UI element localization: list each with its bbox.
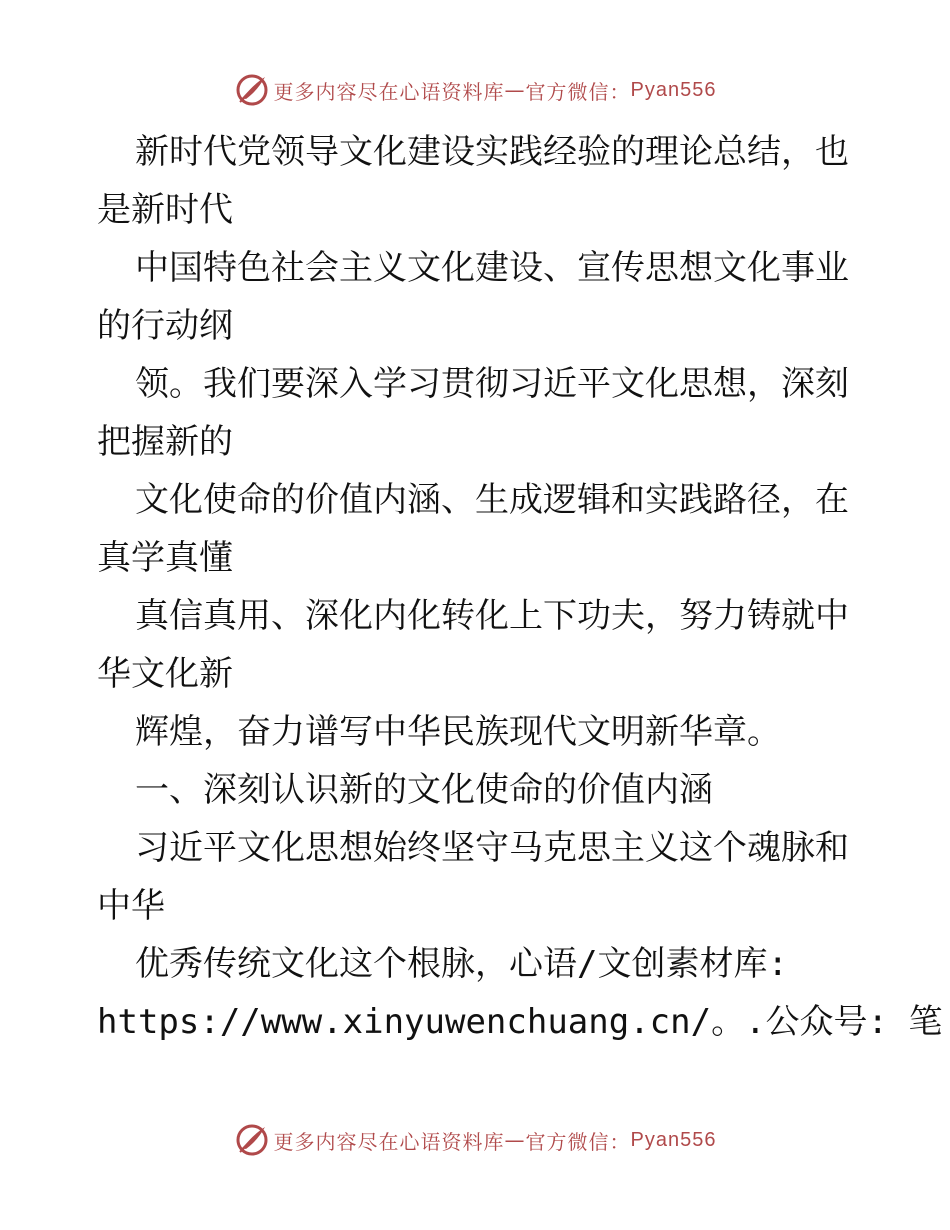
paragraph-line: 新时代党领导文化建设实践经验的理论总结，也 [135, 132, 849, 172]
document-body [97, 123, 943, 1051]
url-line: https://www.xinyuwenchuang.cn/。.公众号: 笔 [97, 1002, 943, 1042]
quill-pen-logo-icon [234, 1122, 270, 1158]
header-site-text: 更多内容尽在心语资料库 [273, 79, 505, 104]
paragraph-line: 真信真用、深化内化转化上下功夫，努力铸就中 [135, 596, 849, 636]
header-wechat-label: 官方微信： [525, 79, 631, 104]
header-separator: — [504, 78, 526, 102]
paragraph-line: 是新时代 [97, 190, 233, 230]
paragraph-line: 领。我们要深入学习贯彻习近平文化思想，深刻 [135, 364, 849, 404]
paragraph-line: 把握新的 [97, 422, 233, 462]
footer-wechat-label: 官方微信： [525, 1129, 631, 1154]
footer-banner [0, 1120, 950, 1160]
header-banner [0, 70, 950, 110]
footer-separator: — [504, 1128, 526, 1152]
footer-wechat-id: Pyan556 [630, 1128, 717, 1151]
paragraph-line: 中华 [97, 886, 165, 926]
paragraph-line: 优秀传统文化这个根脉，心语/文创素材库: [135, 944, 788, 984]
paragraph-line: 中国特色社会主义文化建设、宣传思想文化事业 [135, 248, 849, 288]
paragraph-line: 华文化新 [97, 654, 233, 694]
section-heading: 一、深刻认识新的文化使命的价值内涵 [135, 770, 713, 810]
footer-site-text: 更多内容尽在心语资料库 [273, 1129, 505, 1154]
paragraph-line: 的行动纲 [97, 306, 233, 346]
quill-pen-logo-icon [234, 72, 270, 108]
paragraph-line: 辉煌，奋力谱写中华民族现代文明新华章。 [135, 712, 781, 752]
paragraph-line: 真学真懂 [97, 538, 233, 578]
header-wechat-id: Pyan556 [630, 78, 717, 101]
paragraph-line: 文化使命的价值内涵、生成逻辑和实践路径，在 [135, 480, 849, 520]
paragraph-line: 习近平文化思想始终坚守马克思主义这个魂脉和 [135, 828, 849, 868]
